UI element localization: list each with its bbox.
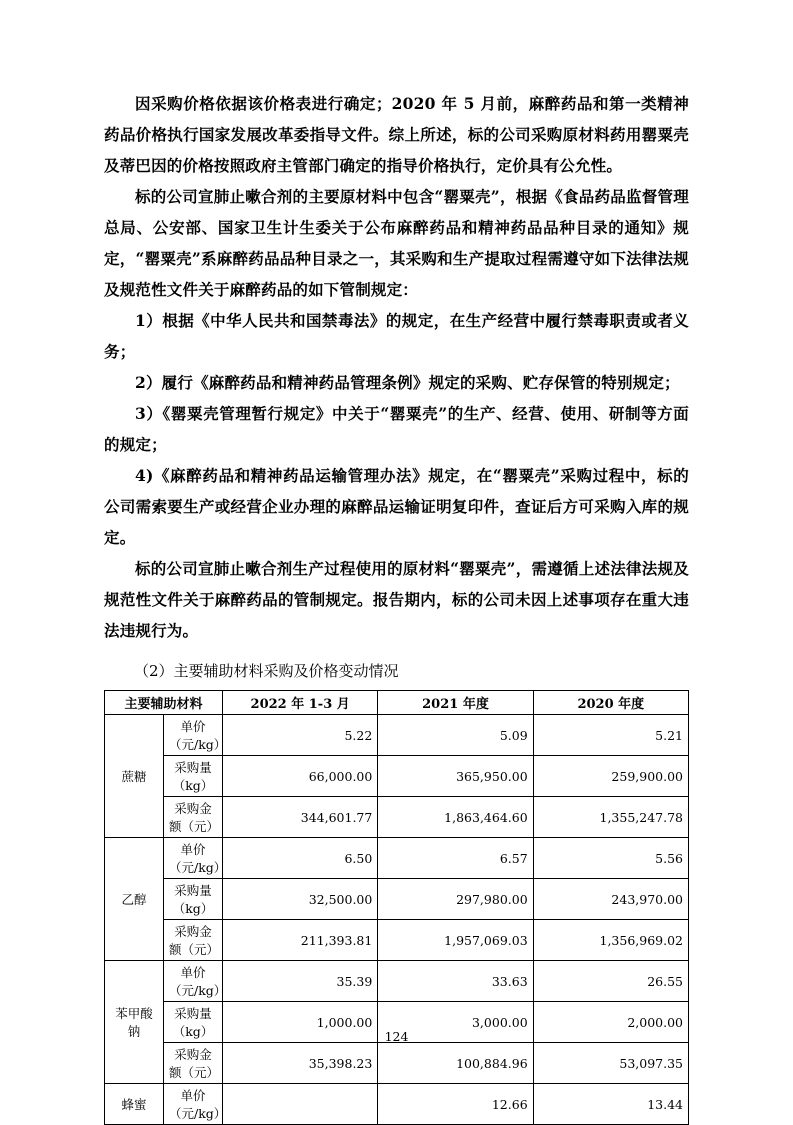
row-item-label: 采购金额（元） xyxy=(164,1043,223,1084)
material-name: 蔗糖 xyxy=(105,715,164,838)
cell-value: 6.50 xyxy=(223,838,378,879)
table-row xyxy=(105,1084,689,1125)
paragraph-7: 标的公司宣肺止嗽合剂生产过程使用的原材料“罂粟壳”，需遵循上述法律法规及规范性文件关于麻醉药品的管制规定。报告期内，标的公司未因上述事项存在重大违法违规行为。 xyxy=(104,559,689,640)
cell-value: 1,355,247.78 xyxy=(533,797,688,838)
cell-value: 6.57 xyxy=(378,838,533,879)
cell-value: 35,398.23 xyxy=(223,1043,378,1084)
cell-value: 365,950.00 xyxy=(378,756,533,797)
paragraph-2: 标的公司宣肺止嗽合剂的主要原材料中包含“罂粟壳”，根据《食品药品监督管理总局、公安部、国家卫生计生委关于公布麻醉药品和精神药品品种目录的通知》规定，“罂粟壳”系麻醉药品品种目录之一，其采购和生产提取过程需遵守如下法律法规及规范性文件关于麻醉药品的如下管制规定： xyxy=(104,187,689,299)
cell-value: 1,957,069.03 xyxy=(378,920,533,961)
table-header-cell-3: 2020 年度 xyxy=(533,691,688,715)
cell-value: 344,601.77 xyxy=(223,797,378,838)
table-row xyxy=(105,756,689,797)
cell-value: 1,863,464.60 xyxy=(378,797,533,838)
row-item-label: 单价（元/kg） xyxy=(164,1084,223,1125)
row-item-label: 单价（元/kg） xyxy=(164,715,223,756)
cell-value: 66,000.00 xyxy=(223,756,378,797)
paragraph-5: 3）《罂粟壳管理暂行规定》中关于“罂粟壳”的生产、经营、使用、研制等方面的规定； xyxy=(104,404,689,454)
paragraph-4: 2）履行《麻醉药品和精神药品管理条例》规定的采购、贮存保管的特别规定； xyxy=(135,373,680,392)
material-name: 乙醇 xyxy=(105,838,164,961)
cell-value: 53,097.35 xyxy=(533,1043,688,1084)
cell-value: 5.56 xyxy=(533,838,688,879)
row-item-label: 采购量（kg） xyxy=(164,1002,223,1043)
section-title: （2）主要辅助材料采购及价格变动情况 xyxy=(134,662,399,680)
table-header-row xyxy=(105,691,689,715)
material-name: 苯甲酸钠 xyxy=(105,961,164,1084)
cell-value: 1,000.00 xyxy=(223,1002,378,1043)
cell-value: 26.55 xyxy=(533,961,688,1002)
cell-value: 259,900.00 xyxy=(533,756,688,797)
table-row xyxy=(105,879,689,920)
row-item-label: 单价（元/kg） xyxy=(164,838,223,879)
cell-value: 32,500.00 xyxy=(223,879,378,920)
table-row xyxy=(105,715,689,756)
row-item-label: 采购量（kg） xyxy=(164,756,223,797)
cell-value: 297,980.00 xyxy=(378,879,533,920)
cell-value: 13.44 xyxy=(533,1084,688,1125)
table-header-cell-1: 2022 年 1-3 月 xyxy=(223,691,378,715)
cell-value: 100,884.96 xyxy=(378,1043,533,1084)
row-item-label: 采购金额（元） xyxy=(164,920,223,961)
row-item-label: 单价（元/kg） xyxy=(164,961,223,1002)
table-header-cell-0: 主要辅助材料 xyxy=(105,691,223,715)
table-row xyxy=(105,920,689,961)
cell-value: 243,970.00 xyxy=(533,879,688,920)
row-item-label: 采购金额（元） xyxy=(164,797,223,838)
cell-value: 1,356,969.02 xyxy=(533,920,688,961)
cell-value: 211,393.81 xyxy=(223,920,378,961)
paragraph-3: 1）根据《中华人民共和国禁毒法》的规定，在生产经营中履行禁毒职责或者义务； xyxy=(104,311,689,361)
paragraph-6: 4)《麻醉药品和精神药品运输管理办法》规定，在“罂粟壳”采购过程中，标的公司需索要生产或经营企业办理的麻醉品运输证明复印件，查证后方可采购入库的规定。 xyxy=(104,466,689,547)
table-row xyxy=(105,838,689,879)
table-header-cell-2: 2021 年度 xyxy=(378,691,533,715)
cell-value: 35.39 xyxy=(223,961,378,1002)
cell-value xyxy=(223,1084,378,1125)
table-row xyxy=(105,961,689,1002)
table-row xyxy=(105,797,689,838)
cell-value: 5.09 xyxy=(378,715,533,756)
cell-value: 33.63 xyxy=(378,961,533,1002)
cell-value: 12.66 xyxy=(378,1084,533,1125)
table-row xyxy=(105,1043,689,1084)
cell-value: 2,000.00 xyxy=(533,1002,688,1043)
row-item-label: 采购量（kg） xyxy=(164,879,223,920)
cell-value: 3,000.00 xyxy=(378,1002,533,1043)
paragraph-1: 因采购价格依据该价格表进行确定；2020 年 5 月前，麻醉药品和第一类精神药品价格执行国家发展改革委指导文件。综上所述，标的公司采购原材料药用罂粟壳及蒂巴因的价格按照政府主管部门确定的指导价格执行，定价具有公允性。 xyxy=(104,94,689,175)
cell-value: 5.22 xyxy=(223,715,378,756)
material-name: 蜂蜜 xyxy=(105,1084,164,1125)
cell-value: 5.21 xyxy=(533,715,688,756)
auxiliary-materials-table xyxy=(104,690,689,1125)
page-number: 124 xyxy=(384,1029,409,1044)
